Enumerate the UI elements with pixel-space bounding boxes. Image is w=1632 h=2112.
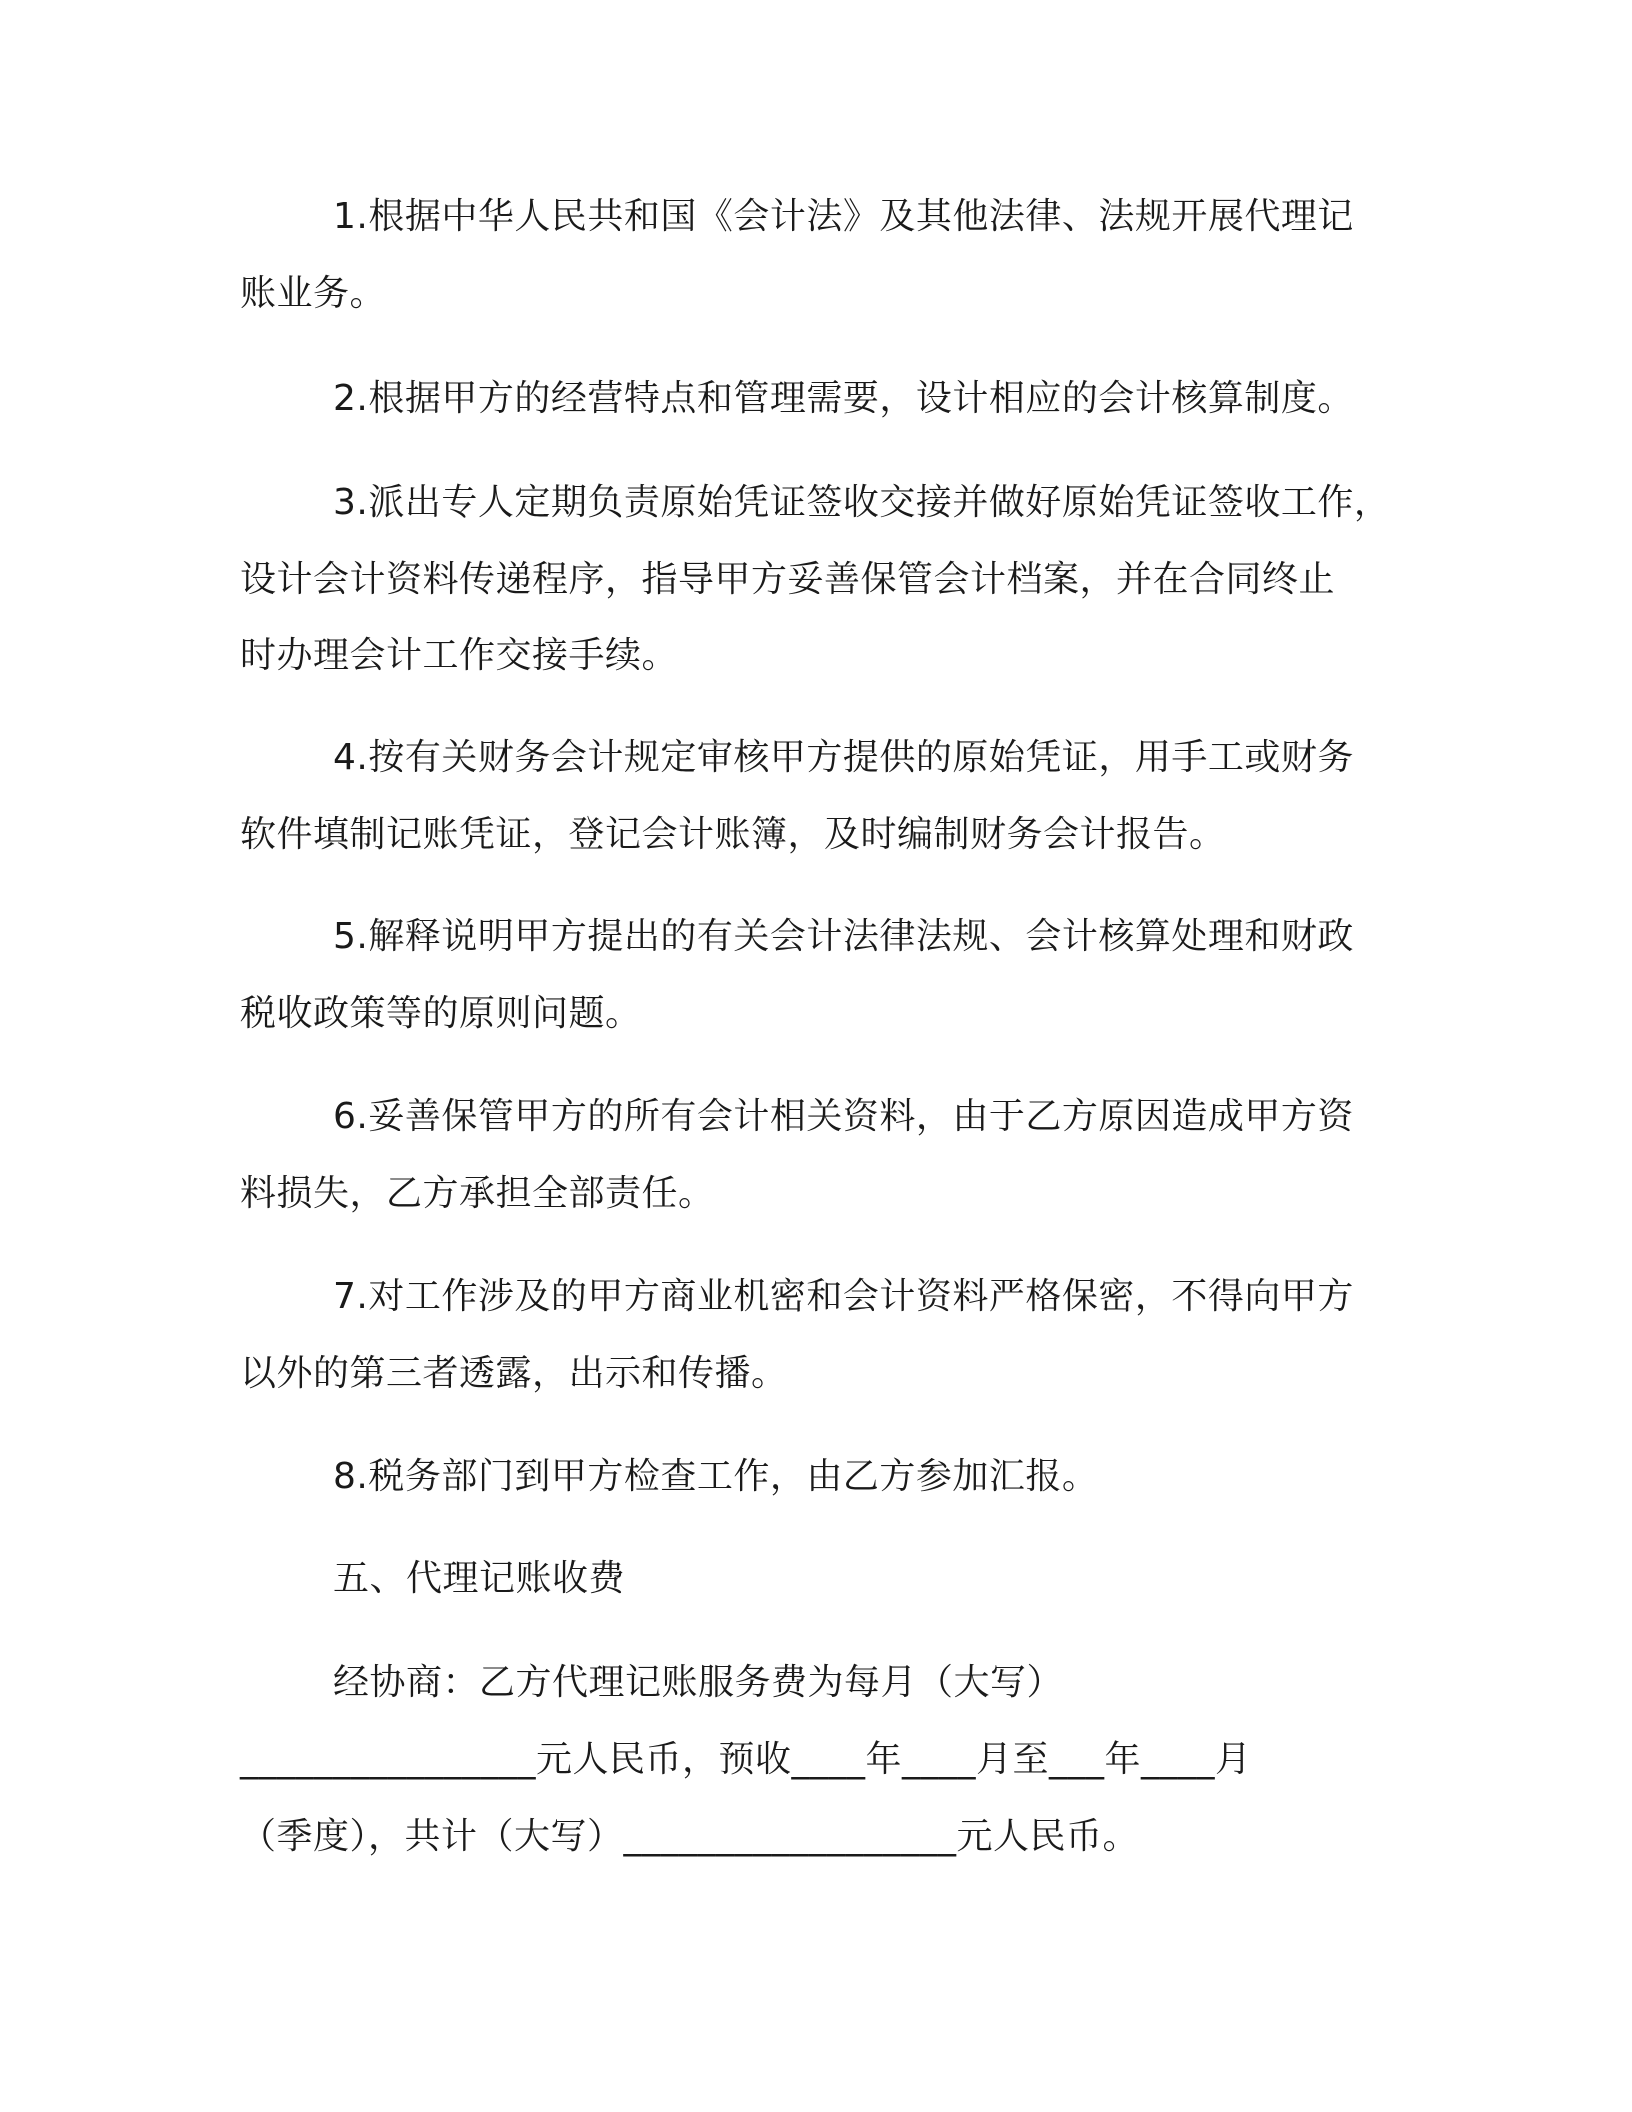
item-5-line-2: 税收政策等的原则问题。 [240, 993, 642, 1034]
item-1-line-2: 账业务。 [240, 273, 387, 314]
item-5-line-1: 5.解释说明甲方提出的有关会计法律法规、会计核算处理和财政 [333, 916, 1354, 957]
item-3-line-2: 设计会计资料传递程序，指导甲方妥善保管会计档案，并在合同终止 [240, 559, 1336, 600]
item-3-line-3: 时办理会计工作交接手续。 [240, 635, 679, 676]
fee-clause-line-1: 经协商：乙方代理记账服务费为每月（大写） [333, 1662, 1064, 1703]
item-1-line-1: 1.根据中华人民共和国《会计法》及其他法律、法规开展代理记 [333, 196, 1354, 237]
section-5-heading: 五、代理记账收费 [333, 1558, 626, 1599]
item-7-line-2: 以外的第三者透露，出示和传播。 [240, 1353, 788, 1394]
fee-clause-line-3: （季度），共计（大写）__________________元人民币。 [240, 1816, 1140, 1857]
item-6-line-2: 料损失，乙方承担全部责任。 [240, 1173, 715, 1214]
item-6-line-1: 6.妥善保管甲方的所有会计相关资料，由于乙方原因造成甲方资 [333, 1096, 1354, 1137]
item-3-line-1: 3.派出专人定期负责原始凭证签收交接并做好原始凭证签收工作， [333, 482, 1391, 523]
item-2-line-1: 2.根据甲方的经营特点和管理需要，设计相应的会计核算制度。 [333, 378, 1354, 419]
item-4-line-2: 软件填制记账凭证，登记会计账簿，及时编制财务会计报告。 [240, 814, 1226, 855]
item-7-line-1: 7.对工作涉及的甲方商业机密和会计资料严格保密，不得向甲方 [333, 1276, 1354, 1317]
item-8-line-1: 8.税务部门到甲方检查工作，由乙方参加汇报。 [333, 1456, 1099, 1497]
item-4-line-1: 4.按有关财务会计规定审核甲方提供的原始凭证，用手工或财务 [333, 737, 1354, 778]
fee-clause-line-2: ________________元人民币，预收____年____月至___年____月 [240, 1739, 1252, 1780]
